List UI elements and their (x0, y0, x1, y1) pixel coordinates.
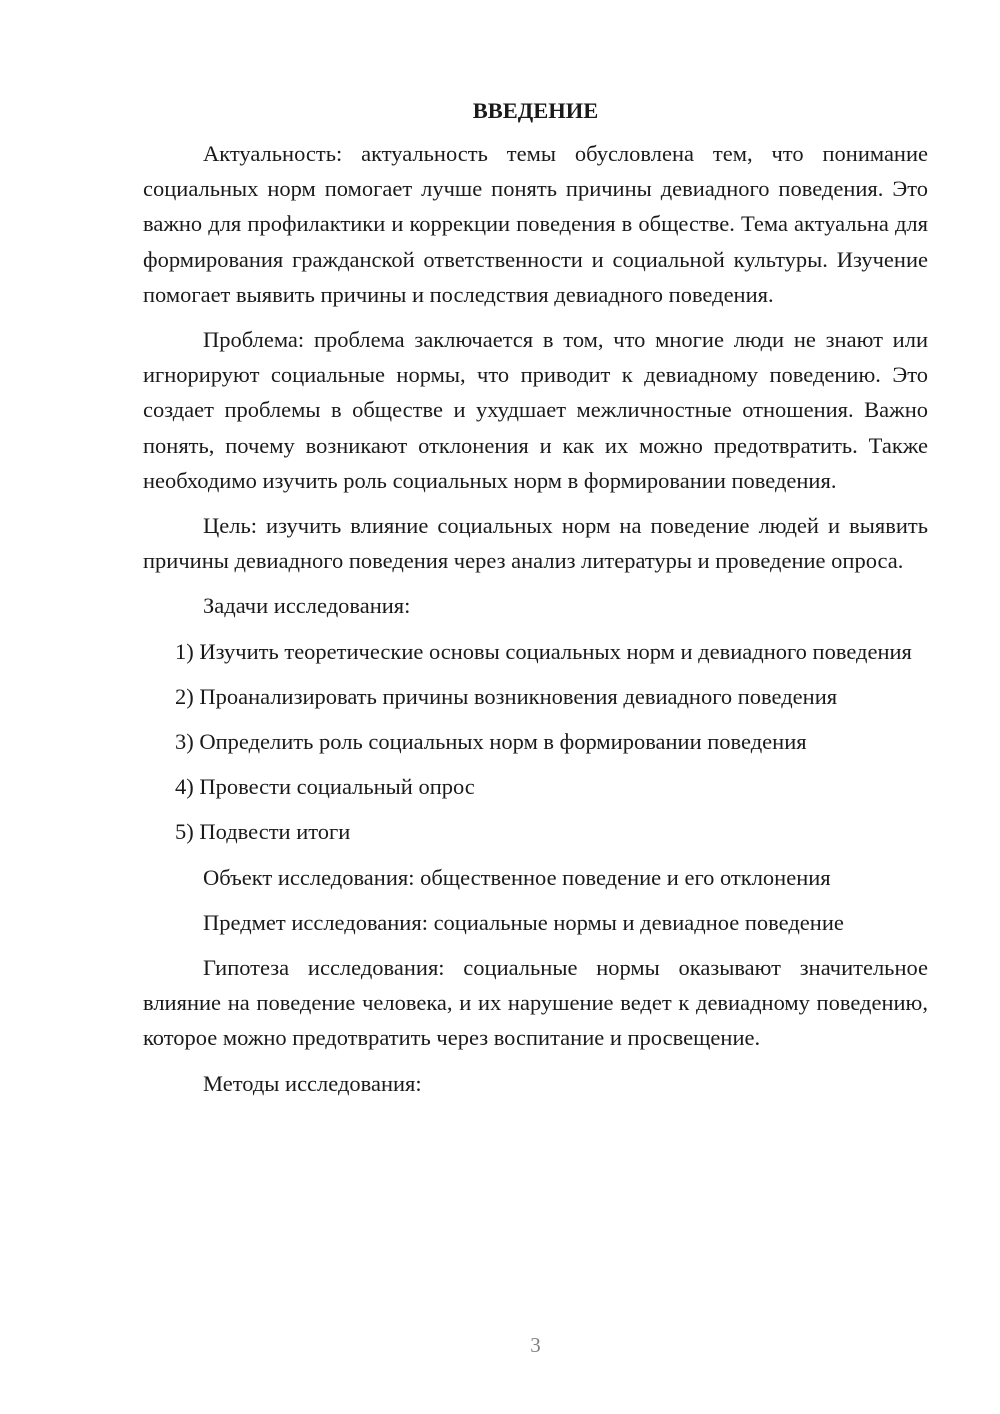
subject-paragraph: Предмет исследования: социальные нормы и девиадное поведение (203, 909, 844, 935)
goal-paragraph: Цель: изучить влияние социальных норм на поведение людей и выявить причины девиадного поведения через анализ литературы и проведение опроса. (143, 513, 928, 574)
methods-heading: Методы исследования: (203, 1070, 422, 1096)
problem-paragraph: Проблема: проблема заключается в том, что многие люди не знают или игнорируют социальные нормы, что приводит к девиадному поведению. Это создает проблемы в обществе и ухудшает межличностные отношения. Важно понять, почему возникают отклонения и как их можно предотвратить. Также необходимо изучить роль социальных норм в формировании поведения. (143, 327, 928, 493)
page-number: 3 (530, 1333, 541, 1357)
tasks-heading: Задачи исследования: (203, 593, 411, 619)
task-item: 1) Изучить теоретические основы социальных норм и девиадного поведения (175, 638, 912, 664)
document-page (143, 93, 928, 1111)
task-item: 3) Определить роль социальных норм в формировании поведения (175, 729, 807, 755)
task-item: 5) Подвести итоги (175, 819, 351, 845)
hypothesis-paragraph: Гипотеза исследования: социальные нормы оказывают значительное влияние на поведение человека, и их нарушение ведет к девиадному поведению, которое можно предотвратить через воспитание и просвещение. (143, 955, 928, 1051)
object-paragraph: Объект исследования: общественное поведение и его отклонения (203, 864, 831, 890)
page-title: ВВЕДЕНИЕ (472, 98, 599, 123)
task-item: 2) Проанализировать причины возникновения девиадного поведения (175, 683, 838, 709)
task-item: 4) Провести социальный опрос (175, 774, 475, 800)
relevance-paragraph: Актуальность: актуальность темы обусловлена тем, что понимание социальных норм помогает лучше понять причины девиадного поведения. Это важно для профилактики и коррекции поведения в обществе. Тема актуальна для формирования гражданской ответственности и социальной культуры. Изучение помогает выявить причины и последствия девиадного поведения. (143, 141, 928, 307)
